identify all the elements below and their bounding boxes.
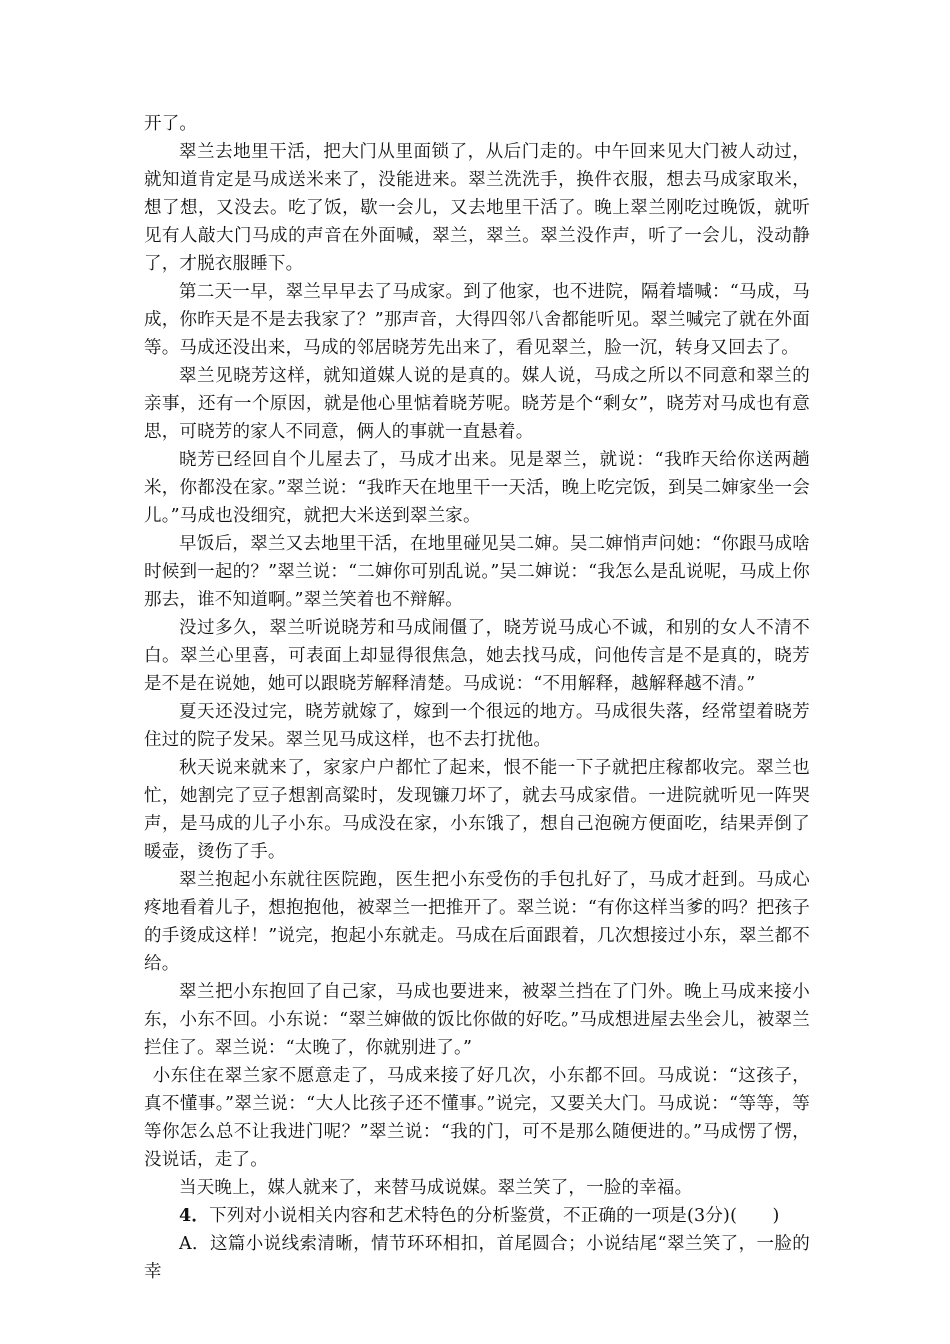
story-text — [144, 110, 810, 1286]
paragraph: 翠兰去地里干活，把大门从里面锁了，从后门走的。中午回来见大门被人动过，就知道肯定是马成送米来了，没能进来。翠兰洗洗手，换件衣服，想去马成家取米，想了想，又没去。吃了饭，歇一会儿，又去地里干活了。晚上翠兰刚吃过晚饭，就听见有人敲大门马成的声音在外面喊，翠兰，翠兰。翠兰没作声，听了一会儿，没动静了，才脱衣服睡下。 — [144, 142, 810, 274]
paragraph: 第二天一早，翠兰早早去了马成家。到了他家，也不进院，隔着墙喊：“马成，马成，你昨天是不是去我家了？”那声音，大得四邻八舍都能听见。翠兰喊完了就在外面等。马成还没出来，马成的邻居晓芳先出来了，看见翠兰，脸一沉，转身又回去了。 — [144, 282, 810, 358]
paragraph: 秋天说来就来了，家家户户都忙了起来，恨不能一下子就把庄稼都收完。翠兰也忙，她割完了豆子想割高粱时，发现镰刀坏了，就去马成家借。一进院就听见一阵哭声，是马成的儿子小东。马成没在家，小东饿了，想自己泡碗方便面吃，结果弄倒了暖壶，烫伤了手。 — [144, 758, 810, 862]
question-4 — [144, 1202, 810, 1230]
question-number: 4． — [179, 1206, 210, 1226]
paragraph: 开了。 — [144, 114, 198, 134]
paragraph: 夏天还没过完，晓芳就嫁了，嫁到一个很远的地方。马成很失落，经常望着晓芳住过的院子发呆。翠兰见马成这样，也不去打扰他。 — [144, 702, 810, 750]
question-text: 下列对小说相关内容和艺术特色的分析鉴赏，不正确的一项是(3分)( ) — [209, 1206, 780, 1226]
paragraph: 小东住在翠兰家不愿意走了，马成来接了好几次，小东都不回。马成说：“这孩子，真不懂事。”翠兰说：“大人比孩子还不懂事。”说完，又要关大门。马成说：“等等，等等你怎么总不让我进门呢？”翠兰说：“我的门，可不是那么随便进的。”马成愣了愣，没说话，走了。 — [144, 1066, 810, 1170]
paragraph: 当天晚上，媒人就来了，来替马成说媒。翠兰笑了，一脸的幸福。 — [179, 1178, 693, 1198]
paragraph: 翠兰见晓芳这样，就知道媒人说的是真的。媒人说，马成之所以不同意和翠兰的亲事，还有一个原因，就是他心里惦着晓芳呢。晓芳是个“剩女”，晓芳对马成也有意思，可晓芳的家人不同意，俩人的事就一直悬着。 — [144, 366, 810, 442]
paragraph: 翠兰抱起小东就往医院跑，医生把小东受伤的手包扎好了，马成才赶到。马成心疼地看着儿子，想抱抱他，被翠兰一把推开了。翠兰说：“有你这样当爹的吗？把孩子的手烫成这样！”说完，抱起小东就走。马成在后面跟着，几次想接过小东，翠兰都不给。 — [144, 870, 810, 974]
paragraph: 晓芳已经回自个儿屋去了，马成才出来。见是翠兰，就说：“我昨天给你送两趟米，你都没在家。”翠兰说：“我昨天在地里干一天活，晚上吃完饭，到吴二婶家坐一会儿。”马成也没细究，就把大米送到翠兰家。 — [144, 450, 810, 526]
paragraph: 翠兰把小东抱回了自己家，马成也要进来，被翠兰挡在了门外。晚上马成来接小东，小东不回。小东说：“翠兰婶做的饭比你做的好吃。”马成想进屋去坐会儿，被翠兰拦住了。翠兰说：“太晚了，你就别进了。” — [144, 982, 810, 1058]
paragraph: 没过多久，翠兰听说晓芳和马成闹僵了，晓芳说马成心不诚，和别的女人不清不白。翠兰心里喜，可表面上却显得很焦急，她去找马成，问他传言是不是真的，晓芳是不是在说她，她可以跟晓芳解释清楚。马成说：“不用解释，越解释越不清。” — [144, 618, 810, 694]
option-a: A．这篇小说线索清晰，情节环环相扣，首尾圆合；小说结尾“翠兰笑了，一脸的幸 — [144, 1234, 810, 1282]
paragraph: 早饭后，翠兰又去地里干活，在地里碰见吴二婶。吴二婶悄声问她：“你跟马成啥时候到一起的？”翠兰说：“二婶你可别乱说。”吴二婶说：“我怎么是乱说呢，马成上你那去，谁不知道啊。”翠兰笑着也不辩解。 — [144, 534, 810, 610]
